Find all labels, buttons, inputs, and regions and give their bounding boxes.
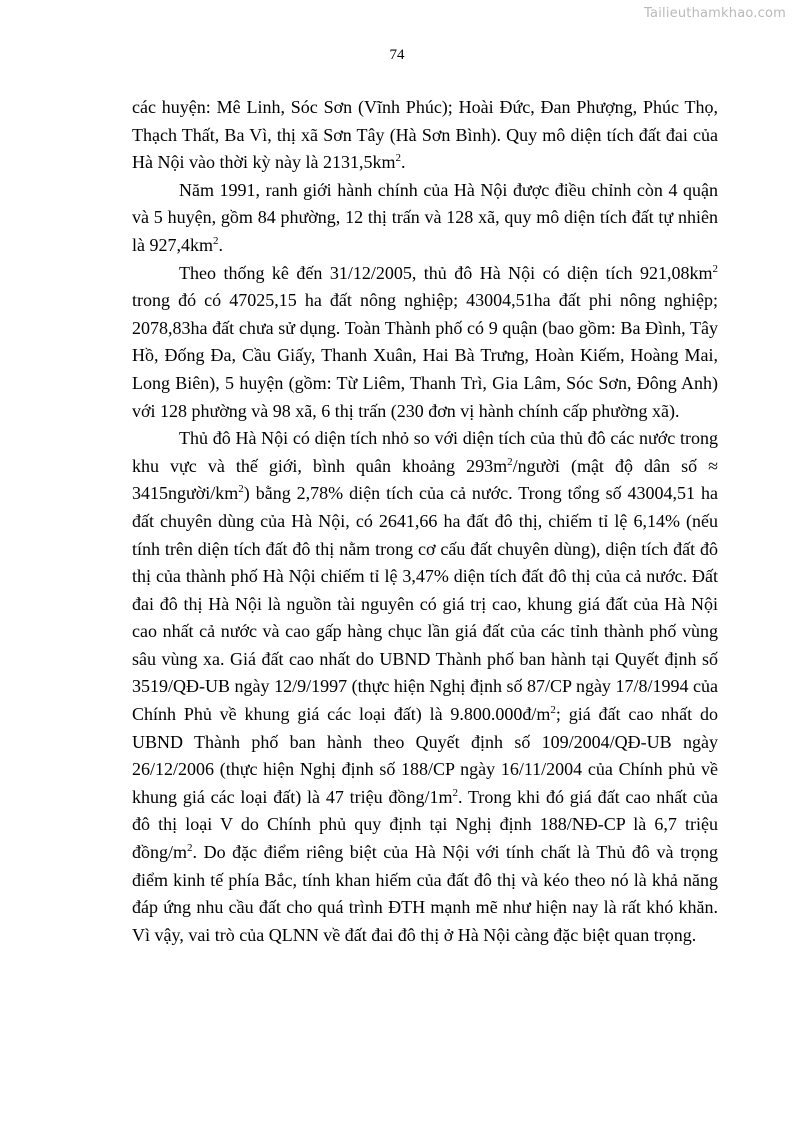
superscript: 2 xyxy=(187,842,193,855)
body-text xyxy=(132,94,718,949)
superscript: 2 xyxy=(452,786,458,799)
text-run: . Do đặc điểm riêng biệt của Hà Nội với tính chất là Thủ đô và trọng điểm kinh tế phía Bắc, tính khan hiếm của đất đô thị và kéo theo nó là khả năng đáp ứng nhu cầu đất cho quá trình ĐTH mạnh mẽ như hiện nay là rất khó khăn. Vì vậy, vai trò của QLNN về đất đai đô thị ở Hà Nội càng đặc biệt quan trọng. xyxy=(132,842,718,945)
text-run: trong đó có 47025,15 ha đất nông nghiệp; 43004,51ha đất phi nông nghiệp; 2078,83ha đất chưa sử dụng. Toàn Thành phố có 9 quận (bao gồm: Ba Đình, Tây Hồ, Đống Đa, Cầu Giấy, Thanh Xuân, Hai Bà Trưng, Hoàn Kiếm, Hoàng Mai, Long Biên), 5 huyện (gồm: Từ Liêm, Thanh Trì, Gia Lâm, Sóc Sơn, Đông Anh) với 128 phường và 98 xã, 6 thị trấn (230 đơn vị hành chính cấp phường xã). xyxy=(132,290,718,421)
text-run: . Trong khi đó giá đất cao nhất của đô thị loại V do Chính phủ quy định tại Nghị định 188/NĐ-CP là 6,7 triệu đồng/m xyxy=(132,786,718,863)
superscript: 2 xyxy=(238,483,244,496)
text-run: /người (mật độ dân số ≈ 3415người/km xyxy=(132,455,719,504)
text-run: Năm 1991, ranh giới hành chính của Hà Nội được điều chỉnh còn 4 quận và 5 huyện, gồm 84 phường, 12 thị trấn và 128 xã, quy mô diện tích đất tự nhiên là 927,4km xyxy=(132,179,718,255)
text-run: các huyện: Mê Linh, Sóc Sơn (Vĩnh Phúc); Hoài Đức, Đan Phượng, Phúc Thọ, Thạch Thất, Ba Vì, thị xã Sơn Tây (Hà Sơn Bình). Quy mô diện tích đất đai của Hà Nội vào thời kỳ này là 2131,5km xyxy=(132,97,718,173)
text-run: . xyxy=(218,234,223,255)
watermark: Tailieuthamkhao.com xyxy=(644,6,786,21)
page-number: 74 xyxy=(389,47,405,63)
text-run: Theo thống kê đến 31/12/2005, thủ đô Hà Nội có diện tích 921,08km xyxy=(179,262,713,283)
text-run: Thủ đô Hà Nội có diện tích nhỏ so với diện tích của thủ đô các nước trong khu vực và thế giới, bình quân khoảng 293m xyxy=(132,428,718,476)
text-run: ) bằng 2,78% diện tích của cả nước. Trong tổng số 43004,51 ha đất chuyên dùng của Hà Nội, có 2641,66 ha đất đô thị, chiếm tỉ lệ 6,14% (nếu tính trên diện tích đất đô thị nằm trong cơ cấu đất chuyên dùng), diện tích đất đô thị của thành phố Hà Nội chiếm tỉ lệ 3,47% diện tích đất đô thị của cả nước. Đất đai đô thị Hà Nội là nguồn tài nguyên có giá trị cao, khung giá đất của Hà Nội cao nhất cả nước và cao gấp hàng chục lần giá đất của các tỉnh thành phố vùng sâu vùng xa. Giá đất cao nhất do UBND Thành phố ban hành tại Quyết định số 3519/QĐ-UB ngày 12/9/1997 (thực hiện Nghị định số 87/CP ngày 17/8/1994 của Chính Phủ về khung giá các loại đất) là 9.800.000đ/m xyxy=(132,483,718,725)
paragraph-4 xyxy=(132,425,718,949)
paragraph-3 xyxy=(132,260,718,426)
superscript: 2 xyxy=(395,152,401,165)
superscript: 2 xyxy=(507,455,513,468)
superscript: 2 xyxy=(550,704,556,717)
paragraph-2 xyxy=(132,177,718,260)
text-run: ; giá đất cao nhất do UBND Thành phố ban hành theo Quyết định số 109/2004/QĐ-UB ngày 26/12/2006 (thực hiện Nghị định số 188/CP ngày 16/11/2004 của Chính phủ về khung giá các loại đất) là 47 triệu đồng/1m xyxy=(132,704,719,807)
superscript: 2 xyxy=(213,234,219,247)
paragraph-1 xyxy=(132,94,718,177)
superscript: 2 xyxy=(712,262,718,275)
text-run: . xyxy=(400,152,406,173)
